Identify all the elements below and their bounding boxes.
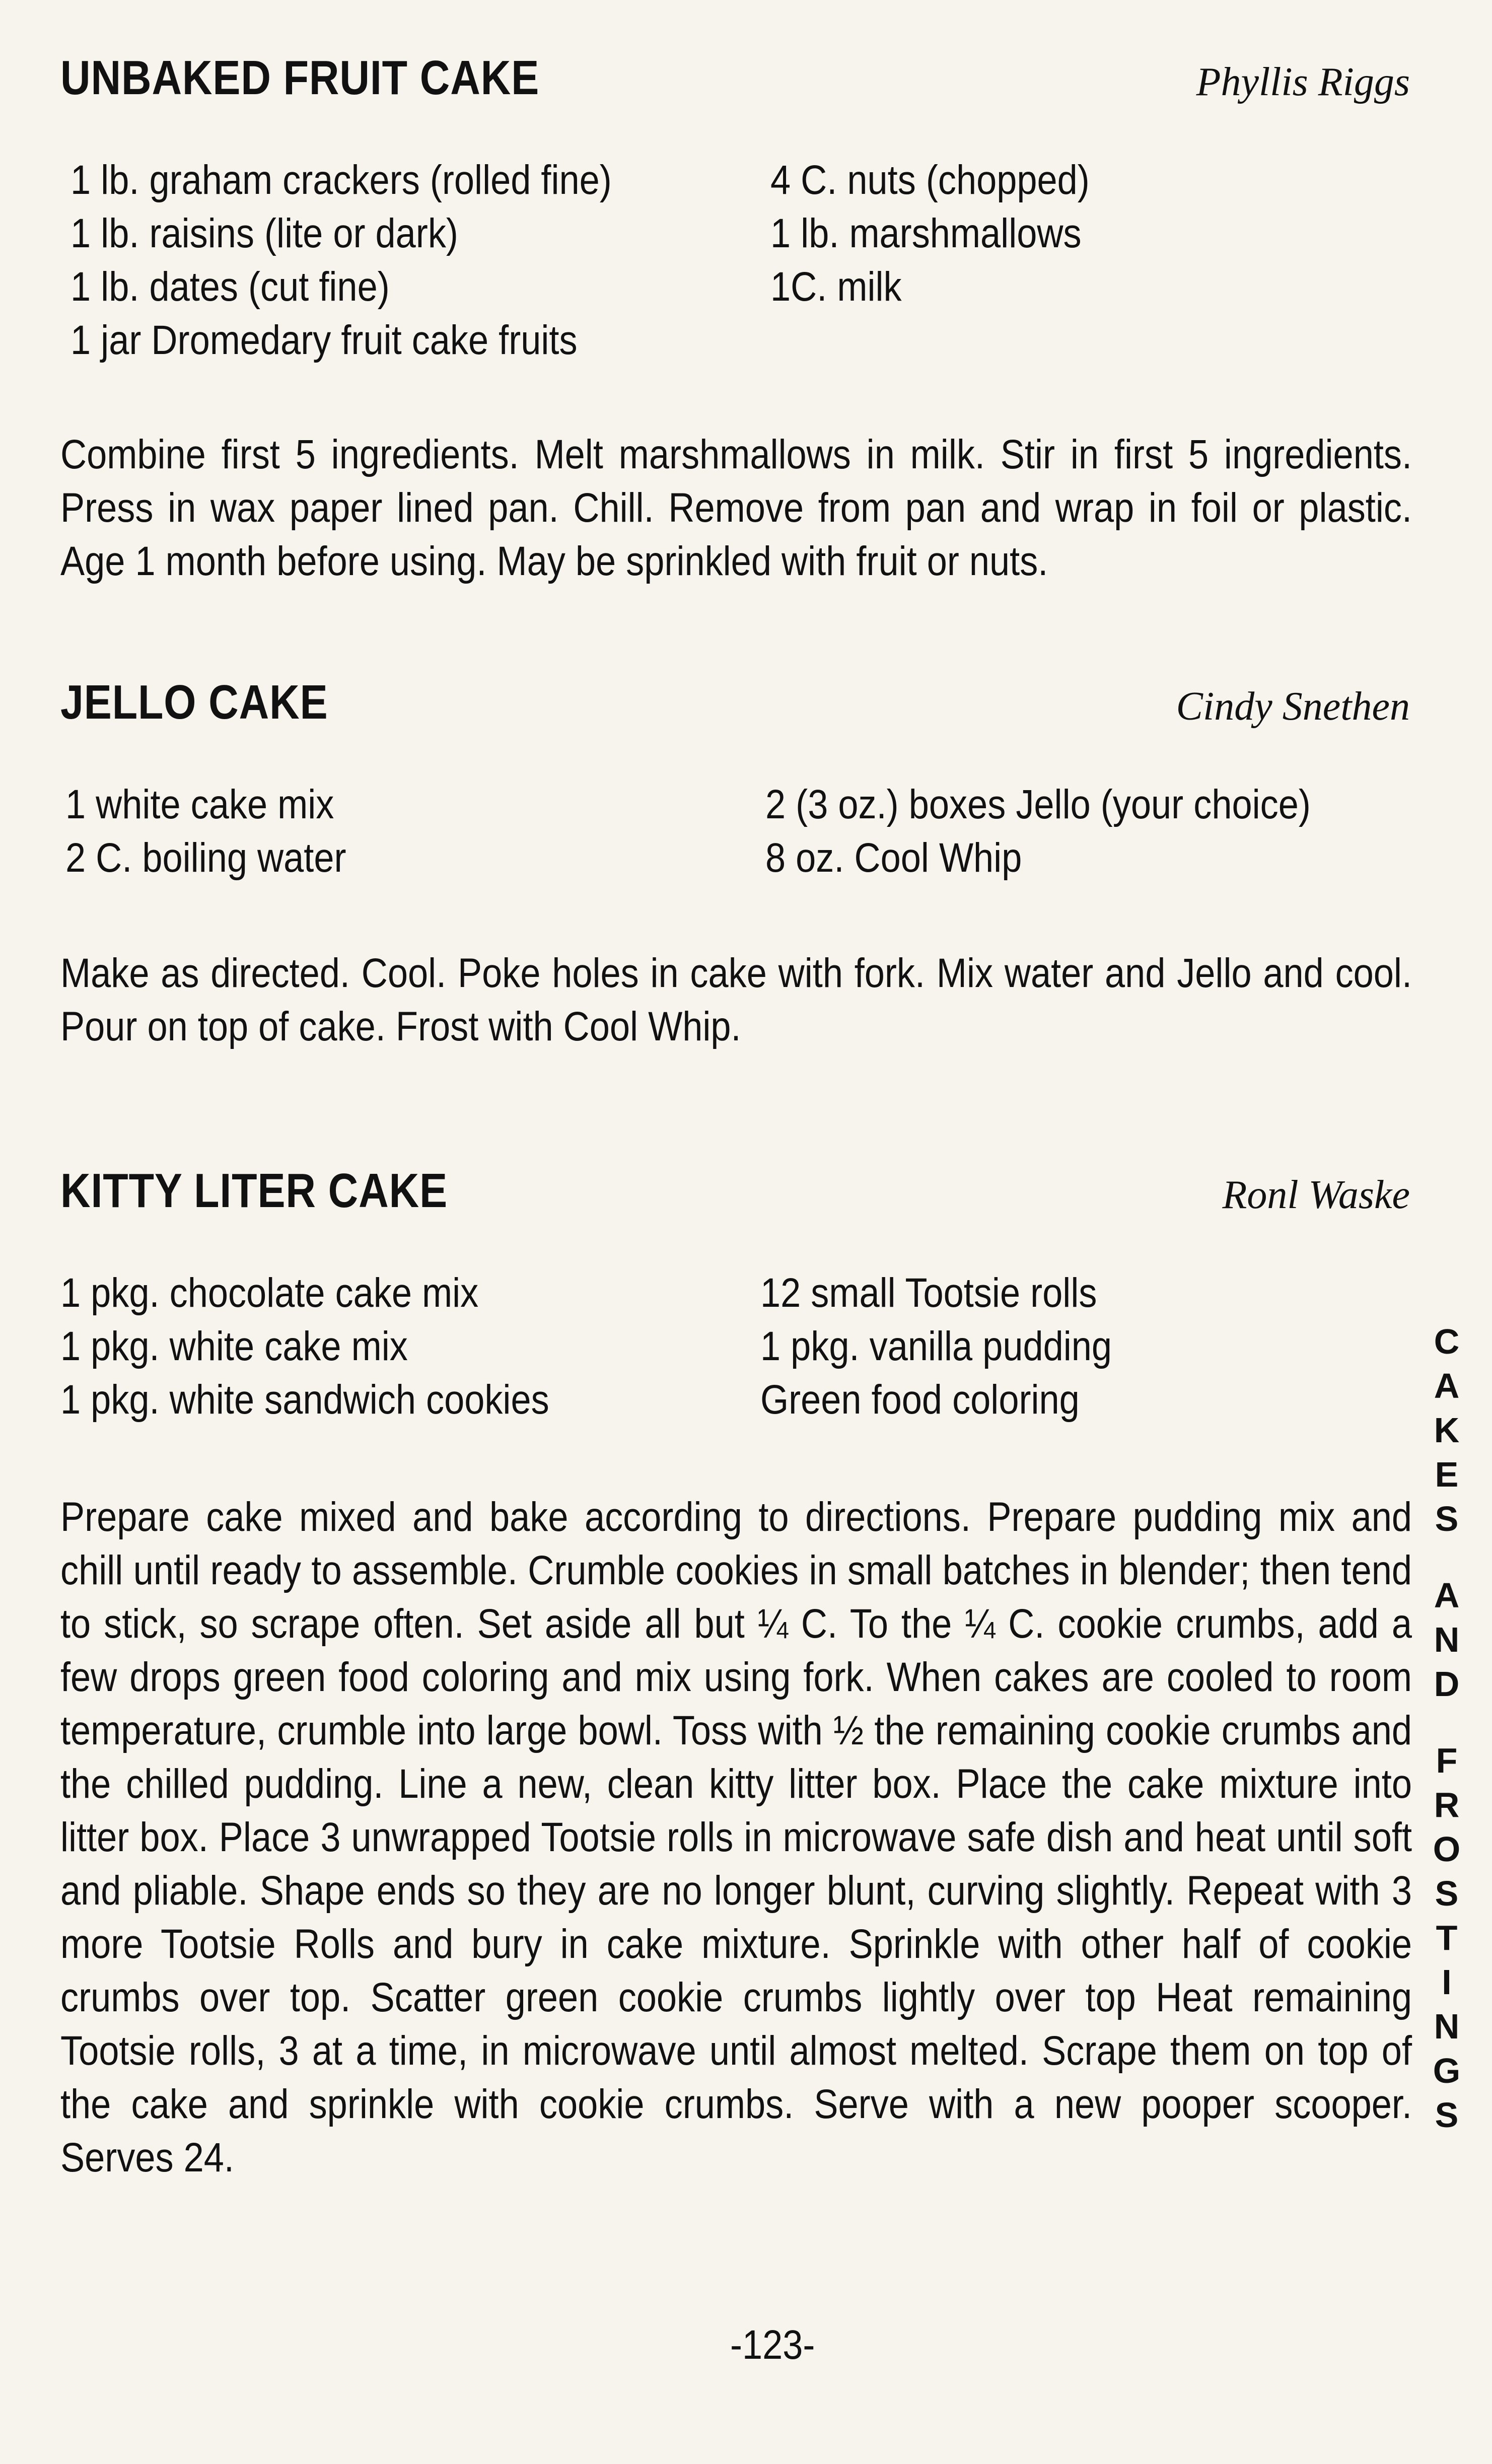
ingredients-right xyxy=(765,778,1311,885)
tab-letter: S xyxy=(1435,1499,1459,1538)
ingredient: Green food coloring xyxy=(760,1377,1080,1423)
ingredient: 1 lb. graham crackers (rolled fine) xyxy=(70,157,612,203)
ingredient: 1 lb. dates (cut fine) xyxy=(70,264,390,310)
recipe-title: UNBAKED FRUIT CAKE xyxy=(60,51,540,105)
recipe-author: Ronl Waske xyxy=(1222,1173,1410,1217)
tab-letter: I xyxy=(1442,1962,1452,2002)
section-tab-cakes-and-frostings xyxy=(1416,1319,1477,2137)
recipe-author: Cindy Snethen xyxy=(1176,684,1410,729)
tab-letter: O xyxy=(1433,1829,1461,1869)
tab-letter: C xyxy=(1434,1322,1460,1361)
recipe-directions: Prepare cake mixed and bake according to directions. Prepare pudding mix and chill until ready to assemble. Crumble cookies in small batches in blender; then tend to stick, so scrape often. Set aside all but ¼ C. To the ¼ C. cookie crumbs, add a few drops green food coloring and mix using fork. When cakes are cooled to room temperature, crumble into large bowl. Toss with ½ the remaining cookie crumbs and the chilled pudding. Line a new, clean kitty litter box. Place the cake mixture into litter box. Place 3 unwrapped Tootsie rolls in microwave safe dish and heat until soft and pliable. Shape ends so they are no longer blunt, curving slightly. Repeat with 3 more Tootsie Rolls and bury in cake mixture. Sprinkle with other half of cookie crumbs over top. Scatter green cookie crumbs lightly over top Heat remaining Tootsie rolls, 3 at a time, in microwave until almost melted. Scrape them on top of the cake and sprinkle with cookie crumbs. Serve with a new pooper scooper. Serves 24. xyxy=(60,1494,1412,2180)
recipe-author: Phyllis Riggs xyxy=(1196,60,1410,104)
ingredient: 1 jar Dromedary fruit cake fruits xyxy=(70,317,578,363)
tab-letter: S xyxy=(1435,2095,1459,2135)
recipe-directions: Make as directed. Cool. Poke holes in cake with fork. Mix water and Jello and cool. Pour on top of cake. Frost with Cool Whip. xyxy=(60,950,1412,1049)
ingredient: 4 C. nuts (chopped) xyxy=(770,157,1090,203)
ingredient: 2 C. boiling water xyxy=(65,835,346,881)
recipe-directions: Combine first 5 ingredients. Melt marshmallows in milk. Stir in first 5 ingredients. Press in wax paper lined pan. Chill. Remove from pan and wrap in foil or plastic. Age 1 month before using. May be sprinkled with fruit or nuts. xyxy=(60,432,1412,584)
ingredients-right xyxy=(760,1266,1112,1427)
ingredient: 1 pkg. chocolate cake mix xyxy=(60,1270,479,1316)
recipe-title: KITTY LITER CAKE xyxy=(60,1164,448,1218)
page-number: -123- xyxy=(730,2322,815,2368)
tab-letter: A xyxy=(1434,1576,1460,1615)
tab-letter: R xyxy=(1434,1785,1460,1824)
tab-letter: N xyxy=(1434,2007,1460,2046)
ingredients-left xyxy=(65,778,346,885)
ingredient: 1C. milk xyxy=(770,264,902,310)
tab-letter: D xyxy=(1434,1664,1460,1704)
tab-letter: A xyxy=(1434,1366,1460,1405)
ingredients-right xyxy=(770,154,1090,314)
recipe-title: JELLO CAKE xyxy=(60,675,328,729)
tab-letter: F xyxy=(1436,1741,1458,1780)
tab-letter: G xyxy=(1433,2051,1461,2090)
ingredient: 1 pkg. white cake mix xyxy=(60,1323,408,1369)
ingredient: 1 pkg. vanilla pudding xyxy=(760,1323,1112,1369)
tab-letter: K xyxy=(1434,1411,1460,1450)
ingredient: 12 small Tootsie rolls xyxy=(760,1270,1097,1316)
tab-letter: E xyxy=(1435,1455,1459,1494)
tab-letter: N xyxy=(1434,1620,1460,1659)
ingredient: 1 white cake mix xyxy=(65,782,334,827)
ingredients-left xyxy=(60,1266,549,1427)
ingredient: 2 (3 oz.) boxes Jello (your choice) xyxy=(765,782,1311,827)
ingredient: 1 pkg. white sandwich cookies xyxy=(60,1377,549,1423)
ingredient: 8 oz. Cool Whip xyxy=(765,835,1022,881)
ingredients-left xyxy=(70,154,612,367)
ingredient: 1 lb. marshmallows xyxy=(770,210,1082,256)
ingredient: 1 lb. raisins (lite or dark) xyxy=(70,210,458,256)
tab-letter: T xyxy=(1436,1918,1458,1957)
tab-letter: S xyxy=(1435,1874,1459,1913)
